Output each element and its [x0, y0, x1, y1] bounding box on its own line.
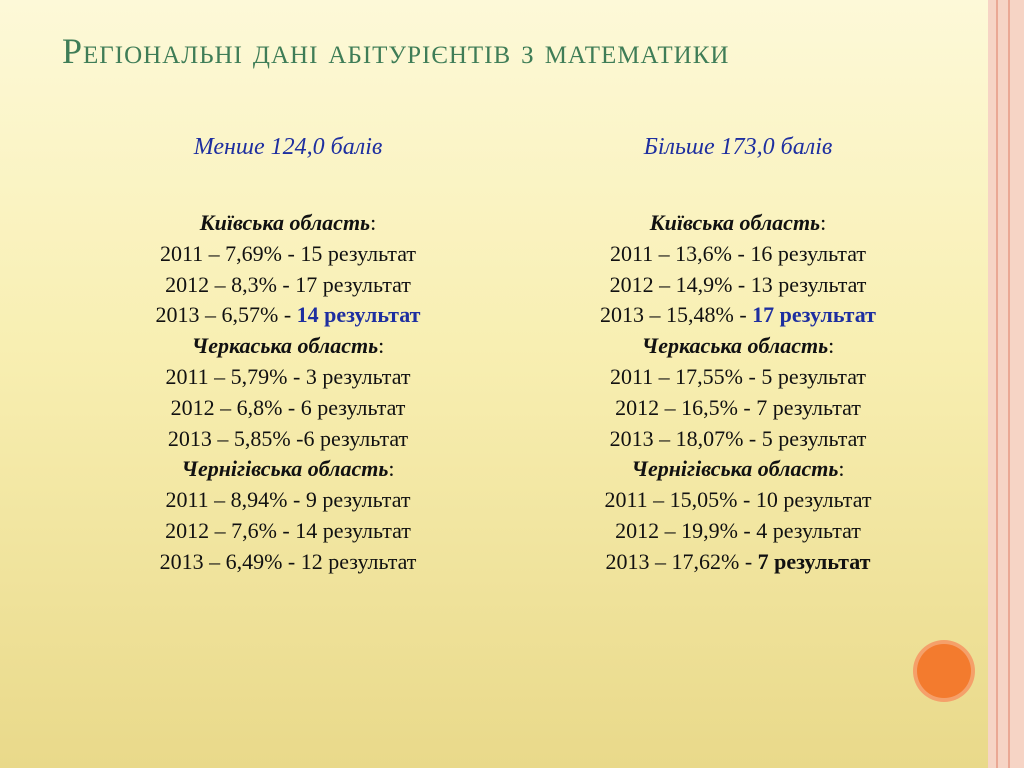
stripe-line-2	[1008, 0, 1010, 768]
result-row	[508, 300, 968, 331]
result-row: 2012 – 7,6% - 14 результат	[165, 517, 411, 543]
region-name: Київська область	[199, 210, 371, 235]
result-row: 2013 – 6,49% - 12 результат	[159, 548, 417, 574]
region-heading: Черкаська область:	[641, 333, 835, 359]
result-row: 2013 – 5,85% -6 результат	[167, 425, 409, 451]
result-prefix: 2013 – 6,57% -	[155, 302, 297, 328]
result-highlight: 7 результат	[757, 548, 871, 574]
column-high-scores	[508, 130, 968, 578]
result-row: 2011 – 8,94% - 9 результат	[165, 487, 411, 513]
region-heading: Чернігівська область:	[181, 456, 395, 482]
result-row: 2013 – 18,07% - 5 результат	[609, 425, 867, 451]
region-name: Черкаська область	[191, 333, 379, 359]
result-row: 2012 – 14,9% - 13 результат	[609, 271, 867, 297]
result-row: 2012 – 8,3% - 17 результат	[165, 271, 411, 297]
column-heading: Менше 124,0 балів	[193, 134, 383, 160]
orange-circle-decoration	[913, 640, 975, 702]
result-row: 2011 – 17,55% - 5 результат	[610, 363, 866, 389]
result-row: 2012 – 16,5% - 7 результат	[615, 394, 861, 420]
region-heading: Черкаська область:	[191, 333, 385, 359]
result-row	[58, 300, 518, 331]
column-heading: Більше 173,0 балів	[643, 134, 833, 160]
result-row: 2011 – 15,05% - 10 результат	[604, 487, 872, 513]
stripe-line-1	[996, 0, 998, 768]
result-row: 2011 – 13,6% - 16 результат	[610, 240, 866, 266]
result-row: 2012 – 19,9% - 4 результат	[615, 517, 861, 543]
result-row: 2011 – 7,69% - 15 результат	[160, 240, 416, 266]
region-heading: Чернігівська область:	[631, 456, 845, 482]
region-name: Чернігівська область	[631, 456, 839, 482]
column-low-scores	[58, 130, 518, 578]
result-row	[508, 547, 968, 578]
result-row: 2012 – 6,8% - 6 результат	[170, 394, 406, 420]
right-decorative-stripe	[988, 0, 1024, 768]
result-prefix: 2013 – 15,48% -	[600, 302, 753, 328]
region-heading: Київська область:	[199, 210, 377, 235]
region-name: Черкаська область	[641, 333, 829, 359]
result-prefix: 2013 – 17,62% -	[605, 548, 758, 574]
result-highlight: 17 результат	[752, 302, 876, 328]
result-highlight: 14 результат	[296, 302, 421, 328]
region-heading: Київська область:	[649, 210, 827, 235]
region-name: Київська область	[649, 210, 821, 235]
slide-title: Регіональні дані абітурієнтів з математики	[62, 31, 730, 71]
result-row: 2011 – 5,79% - 3 результат	[165, 363, 411, 389]
region-name: Чернігівська область	[181, 456, 389, 482]
